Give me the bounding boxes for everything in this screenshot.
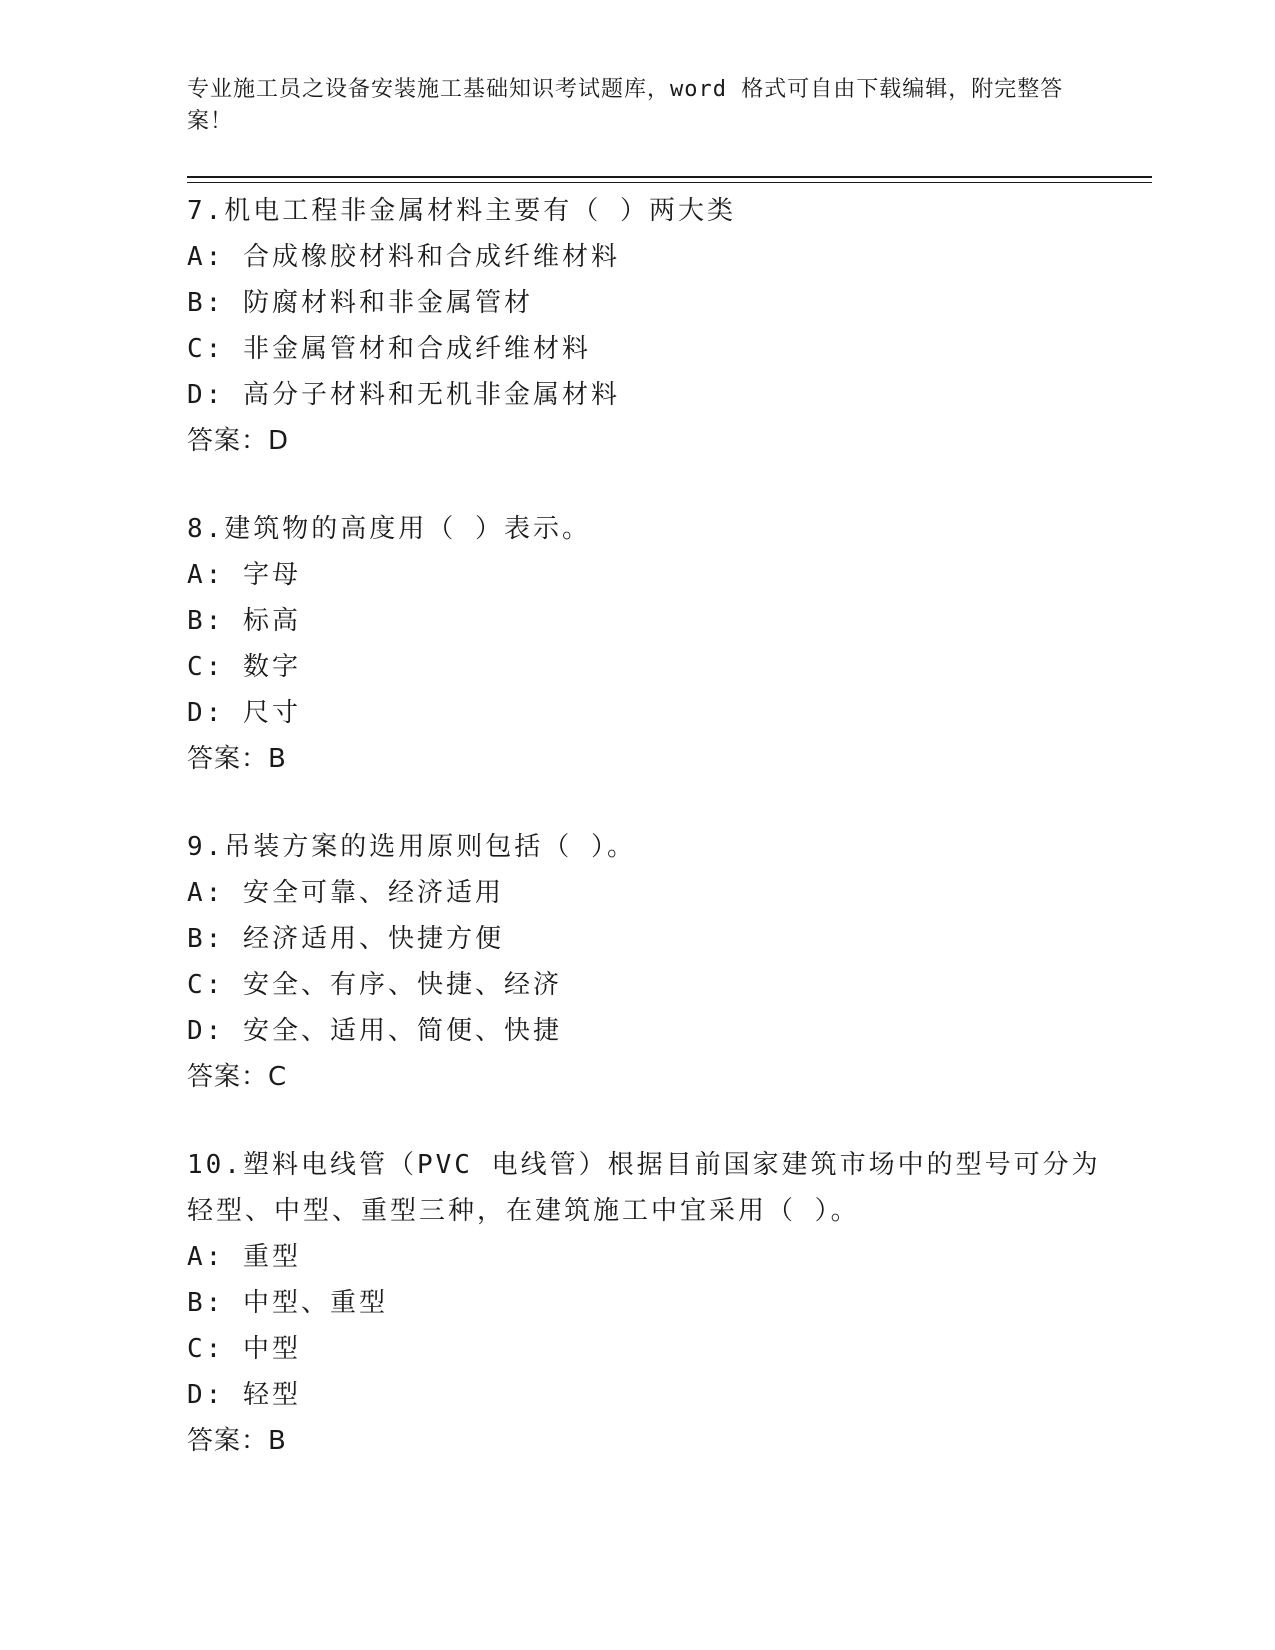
answer-line: 答案：C	[187, 1062, 288, 1092]
option-b: B: 中型、重型	[187, 1288, 388, 1318]
question-block	[187, 188, 1087, 464]
question-stem-line-1: 10.塑料电线管（PVC 电线管）根据目前国家建筑市场中的型号可分为	[187, 1150, 1101, 1180]
option-b: B: 防腐材料和非金属管材	[187, 288, 533, 318]
question-stem-line-2: 轻型、中型、重型三种，在建筑施工中宜采用（ ）。	[187, 1196, 860, 1226]
option-a: A: 合成橡胶材料和合成纤维材料	[187, 242, 620, 272]
option-c: C: 安全、有序、快捷、经济	[187, 970, 562, 1000]
option-d: D: 安全、适用、简便、快捷	[187, 1016, 562, 1046]
question-block	[187, 1142, 1101, 1464]
question-list	[187, 188, 1101, 1506]
option-d: D: 轻型	[187, 1380, 301, 1410]
question-stem: 7.机电工程非金属材料主要有（ ）两大类	[187, 196, 736, 226]
option-c: C: 中型	[187, 1334, 301, 1364]
option-d: D: 尺寸	[187, 698, 301, 728]
option-b: B: 经济适用、快捷方便	[187, 924, 504, 954]
option-a: A: 重型	[187, 1242, 301, 1272]
answer-line: 答案：D	[187, 426, 290, 456]
option-c: C: 非金属管材和合成纤维材料	[187, 334, 591, 364]
answer-line: 答案：B	[187, 744, 287, 774]
question-block	[187, 824, 1087, 1100]
header-divider-thick	[187, 176, 1152, 178]
option-c: C: 数字	[187, 652, 301, 682]
option-a: A: 安全可靠、经济适用	[187, 878, 504, 908]
header-divider-thin	[187, 182, 1152, 183]
answer-line: 答案：B	[187, 1426, 287, 1456]
question-block	[187, 506, 1087, 782]
question-stem: 8.建筑物的高度用（ ）表示。	[187, 514, 591, 544]
question-stem: 9.吊装方案的选用原则包括（ ）。	[187, 832, 636, 862]
option-a: A: 字母	[187, 560, 301, 590]
document-intro: 专业施工员之设备安装施工基础知识考试题库，word 格式可自由下载编辑，附完整答案！	[187, 77, 1064, 134]
option-b: B: 标高	[187, 606, 301, 636]
option-d: D: 高分子材料和无机非金属材料	[187, 380, 620, 410]
